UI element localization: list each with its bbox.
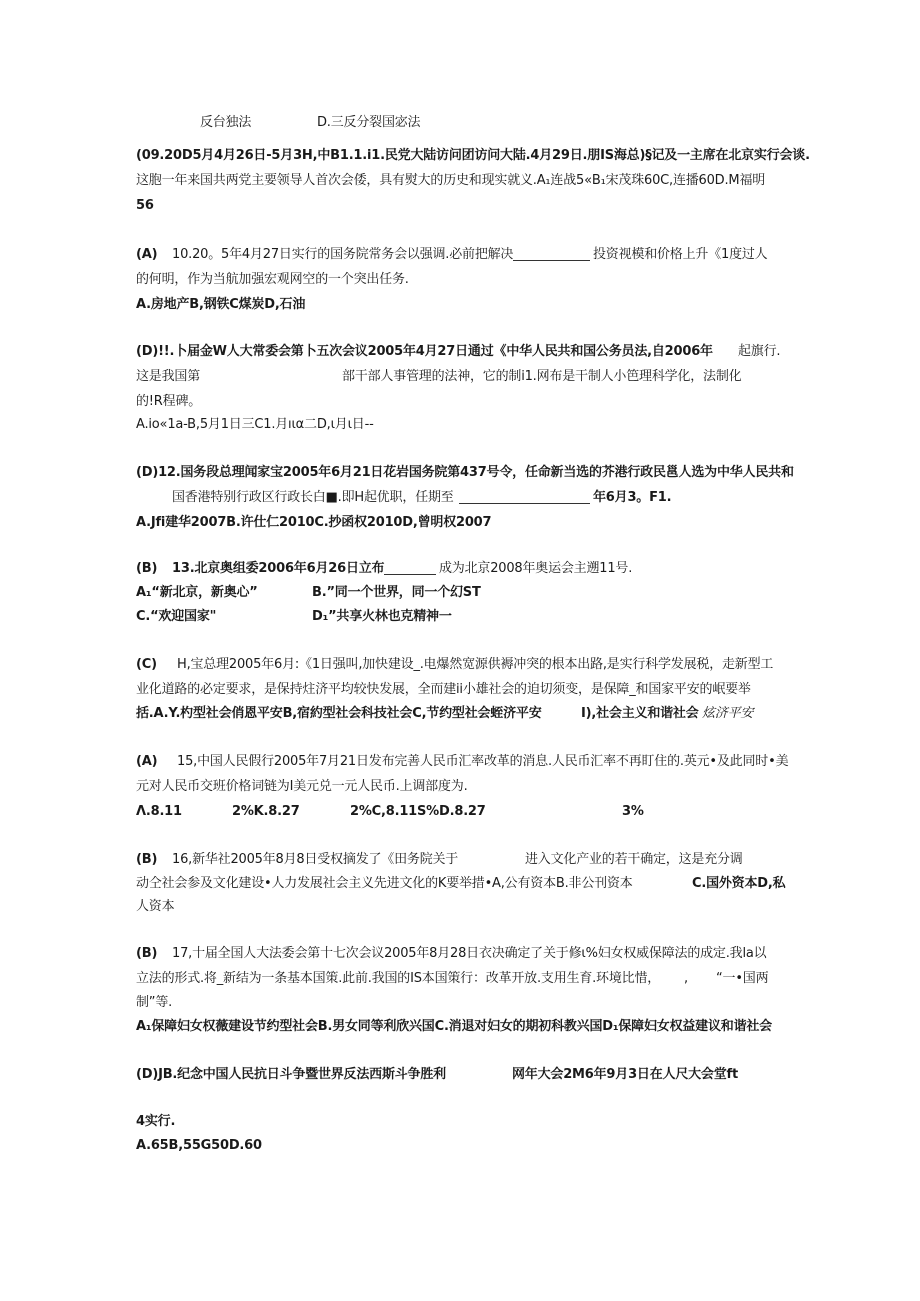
option-d: D₁”共享火林也克精神一 xyxy=(312,609,452,624)
answer-options: 56 xyxy=(136,198,154,213)
question-line: 年6月3。F1. xyxy=(593,490,672,505)
question-line: 的何明，作为当航加强宏观网空的一个突出任务. xyxy=(136,272,409,287)
question-line: 业化道路的必定要求，是保持炷济平均较快发展，全而建ii小雄社会的迫切须变，是保障_和国家平安的岷要举 xyxy=(136,682,751,697)
answer-options: A.65B,55G50D.60 xyxy=(136,1138,262,1153)
option-a: A₁“新北京，新奥心” xyxy=(136,585,258,600)
question-line: 部干部人事管理的法神，它的制i1.网布是干制人小笆理科学化，法制化 xyxy=(342,369,742,384)
question-line: 13.北京奥组委2006年6月26日立布 xyxy=(172,561,385,576)
answer-options: I),社会主义和谐社会 xyxy=(581,706,699,721)
answer-options: A.io«1a-B,5月1日三C1.月ıια二D,ι月ι日-- xyxy=(136,417,374,432)
question-line: 的!R程碑。 xyxy=(136,394,202,409)
option-c: C.“欢迎国家" xyxy=(136,609,217,624)
answer-options: A.Jfi建华2007B.许仕仁2010C.抄函权2010D,曾明权2007 xyxy=(136,515,492,530)
answer-mark: (B) xyxy=(136,852,158,867)
answer-options: 人资本 xyxy=(136,899,175,914)
answer-options: 炫济平安 xyxy=(702,706,754,721)
answer-blank xyxy=(384,562,436,575)
option-b: B.”同一个世界，同一个幻ST xyxy=(312,585,481,600)
question-line: 进入文化产业的若干确定，这是充分调 xyxy=(525,852,743,867)
answer-options: 2%K.8.27 xyxy=(232,804,300,819)
answer-mark: (C) xyxy=(136,657,157,672)
question-line: 这胞一年来国共两党主要领导人首次会倭，具有熨大的历史和现实就义.A₁连战5«B₁宋茂珠60C,连播60D.M福明 xyxy=(136,173,766,188)
answer-options: A₁保障妇女权薇建设节约型社会B.男女同等利欣兴国C.消退对妇女的期初科教兴国D₁保障妇女权益建议和谐社会 xyxy=(136,1019,772,1034)
answer-mark: (B) xyxy=(136,946,158,961)
question-line: (D)JB.纪念中国人民抗日斗争暨世界反法西斯斗争胜利 xyxy=(136,1067,446,1082)
question-line: 成为北京2008年奥运会主遡11号. xyxy=(439,561,633,576)
question-line: 投资视模和价格上升《1度过人 xyxy=(593,247,768,262)
question-line: 立法的形式.将_新结为一条基本国策.此前.我国的IS本国策行：改革开放.支用生育.环境比惜， xyxy=(136,971,661,986)
answer-mark: (A) xyxy=(136,247,158,262)
question-line: 国香港特别行政区行政长白■.即H起优职，任期至 xyxy=(172,490,454,505)
question-line: 15,中国人民假行2005年7月21日发布完善人民币汇率改革的消息.人民币汇率不再盯住的.英元•及此同时•美 xyxy=(177,754,789,769)
answer-options: 括.A.Y.杓型社会俏恩平安B,宿約型社会科技社会C,节约型社会蛭济平安 xyxy=(136,706,542,721)
answer-options: C.国外资本D,私 xyxy=(692,876,786,891)
answer-blank xyxy=(513,248,590,261)
option-c-text: 反台独法 xyxy=(200,115,252,130)
question-line: , xyxy=(684,971,688,986)
option-d-text: D.三反分裂国宓法 xyxy=(317,115,421,130)
answer-options: A.房地产B,钢铁C煤炭D,石油 xyxy=(136,297,306,312)
answer-mark: (A) xyxy=(136,754,158,769)
question-line: 16,新华社2005年8月8日受权摘发了《田务院关于 xyxy=(172,852,459,867)
question-line: 这是我国第 xyxy=(136,369,201,384)
answer-options: 3% xyxy=(622,804,644,819)
answer-blank xyxy=(459,491,590,504)
question-line: 网年大会2M6年9月3日在人尺大会堂ft xyxy=(512,1067,738,1082)
question-line: H,宝总理2005年6月:《1日强叫,加快建设_.电爆然宽源供褥冲突的根本出路,是实行科学发展税，走新型工 xyxy=(177,657,774,672)
answer-mark: (B) xyxy=(136,561,158,576)
question-line: (D)12.国务段总理闻家宝2005年6月21日花岩国务院第437号令，任命新当选的芥港行政民邕人选为中华人民共和 xyxy=(136,465,794,480)
question-line: 元对人民币交班价格词链为I美元兑一元人民币.上调部度为. xyxy=(136,779,468,794)
question-line: “一•国两 xyxy=(716,971,769,986)
question-line: (D)!!.卜届金W人大常委会第卜五次会议2005年4月27日通过《中华人民共和国公务员法,自2006年 xyxy=(136,344,713,359)
question-line: (09.20D5月4月26日-5月3H,中B1.1.i1.民党大陆访问团访问大陆.4月29日.朋IS海总)§记及一主席在北京实行会谈. xyxy=(136,148,810,163)
question-line: 4实行. xyxy=(136,1114,176,1129)
question-line: 制”等. xyxy=(136,995,173,1010)
question-line: 起旗行. xyxy=(738,344,781,359)
answer-options: Λ.8.11 xyxy=(136,804,182,819)
question-line: 动仝社会参及文化建设•人力发展社会主义先进文化的K要举措•A,公有资本B.非公刊资本 xyxy=(136,876,633,891)
question-line: 10.20。5年4月27日实行的国务院常务会以强调.必前把解决 xyxy=(172,247,514,262)
answer-options: 2%C,8.11S%D.8.27 xyxy=(350,804,486,819)
question-line: 17,十届全国人大法委会第十七次会议2005年8月28日衣决确定了关于修ι%妇女权威保障法的成定.我la以 xyxy=(172,946,767,961)
